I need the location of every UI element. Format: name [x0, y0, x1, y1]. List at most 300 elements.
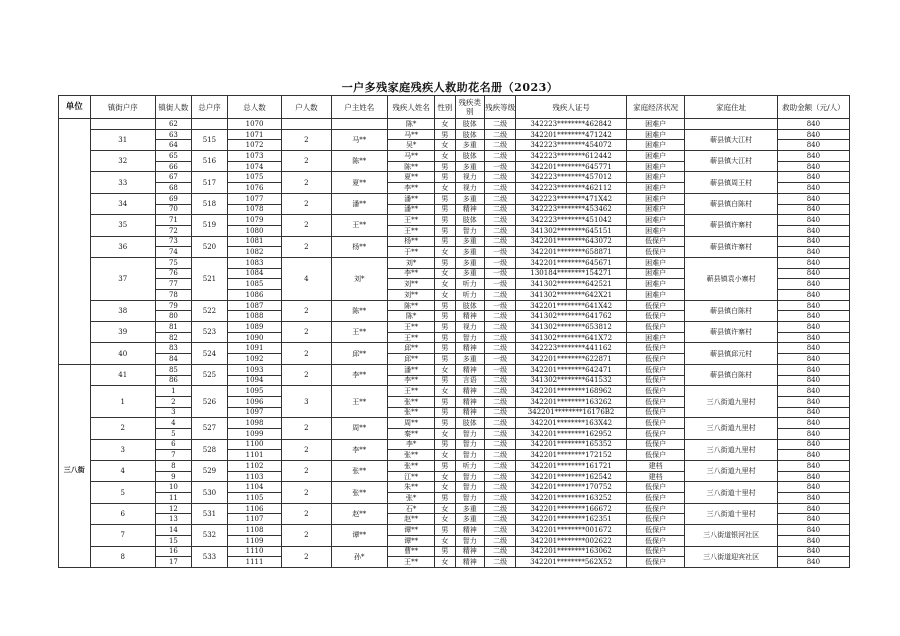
person-name-cell: 朱** — [387, 482, 434, 493]
cert-no-cell: 342201********162542 — [516, 471, 626, 482]
town-count-cell: 15 — [155, 535, 191, 546]
amount-cell: 840 — [777, 396, 849, 407]
total-count-cell: 1101 — [227, 450, 281, 461]
head-name-cell: 李** — [331, 439, 387, 460]
total-order-cell: 531 — [191, 503, 227, 524]
address-cell: 三八街道十里村 — [685, 482, 777, 503]
grade-cell: 二级 — [484, 535, 516, 546]
person-name-cell: 李** — [387, 183, 434, 194]
cert-no-cell: 342201********641X42 — [516, 300, 626, 311]
total-count-cell: 1086 — [227, 290, 281, 301]
total-order-cell: 526 — [191, 386, 227, 418]
grade-cell: 二级 — [484, 311, 516, 322]
unit-cell — [59, 364, 91, 567]
header-town-order: 镇街户序 — [90, 96, 155, 119]
town-count-cell: 71 — [155, 215, 191, 226]
grade-cell: 二级 — [484, 503, 516, 514]
household-size-cell: 2 — [282, 503, 332, 524]
economy-cell: 困难户 — [626, 151, 685, 162]
town-count-cell: 63 — [155, 129, 191, 140]
gender-cell: 男 — [435, 161, 455, 172]
economy-cell: 困难户 — [626, 129, 685, 140]
gender-cell: 男 — [435, 300, 455, 311]
town-count-cell: 72 — [155, 225, 191, 236]
grade-cell: 二级 — [484, 482, 516, 493]
grade-cell: 二级 — [484, 129, 516, 140]
economy-cell: 困难户 — [626, 193, 685, 204]
gender-cell: 男 — [435, 172, 455, 183]
town-order-cell: 1 — [90, 386, 155, 418]
grade-cell: 二级 — [484, 236, 516, 247]
grade-cell: 二级 — [484, 428, 516, 439]
grade-cell: 二级 — [484, 418, 516, 429]
person-name-cell: 潘** — [387, 193, 434, 204]
amount-cell: 840 — [777, 471, 849, 482]
category-cell: 听力 — [455, 290, 484, 301]
economy-cell: 困难户 — [626, 204, 685, 215]
address-cell: 三八街道九里村 — [685, 386, 777, 418]
address-cell: 三八街道九里村 — [685, 461, 777, 482]
category-cell: 视力 — [455, 172, 484, 183]
economy-cell: 困难户 — [626, 161, 685, 172]
table-row — [59, 322, 850, 333]
town-count-cell: 7 — [155, 450, 191, 461]
total-count-cell: 1099 — [227, 428, 281, 439]
header-amount: 救助金额（元/人） — [777, 96, 849, 119]
household-size-cell: 4 — [282, 257, 332, 300]
economy-cell: 低保户 — [626, 364, 685, 375]
amount-cell: 840 — [777, 204, 849, 215]
town-order-cell: 5 — [90, 482, 155, 503]
economy-cell: 困难户 — [626, 183, 685, 194]
town-count-cell: 3 — [155, 407, 191, 418]
grade-cell: 二级 — [484, 225, 516, 236]
table-row — [59, 343, 850, 354]
table-row — [59, 193, 850, 204]
gender-cell: 男 — [435, 322, 455, 333]
grade-cell: 二级 — [484, 204, 516, 215]
amount-cell: 840 — [777, 375, 849, 386]
gender-cell: 男 — [435, 375, 455, 386]
household-size-cell: 2 — [282, 322, 332, 343]
address-cell: 三八街道十里村 — [685, 503, 777, 524]
category-cell: 视力 — [455, 322, 484, 333]
amount-cell: 840 — [777, 525, 849, 536]
person-name-cell: 张** — [387, 450, 434, 461]
household-size-cell: 2 — [282, 482, 332, 503]
amount-cell: 840 — [777, 493, 849, 504]
category-cell: 智力 — [455, 493, 484, 504]
person-name-cell: 曹** — [387, 546, 434, 557]
household-size-cell: 2 — [282, 461, 332, 482]
category-cell: 肢体 — [455, 418, 484, 429]
economy-cell: 困难户 — [626, 290, 685, 301]
gender-cell: 男 — [435, 525, 455, 536]
head-name-cell: 马** — [331, 129, 387, 150]
person-name-cell: 陈* — [387, 119, 434, 130]
town-order-cell: 40 — [90, 343, 155, 364]
amount-cell: 840 — [777, 343, 849, 354]
grade-cell: 二级 — [484, 525, 516, 536]
header-address: 家庭住址 — [685, 96, 777, 119]
gender-cell: 女 — [435, 183, 455, 194]
gender-cell: 男 — [435, 311, 455, 322]
town-count-cell: 76 — [155, 268, 191, 279]
cert-no-cell: 341302********641532 — [516, 375, 626, 386]
category-cell: 多重 — [455, 257, 484, 268]
economy-cell: 低保户 — [626, 396, 685, 407]
economy-cell: 困难户 — [626, 172, 685, 183]
total-order-cell: 524 — [191, 343, 227, 364]
person-name-cell: 马** — [387, 151, 434, 162]
amount-cell: 840 — [777, 450, 849, 461]
town-order-cell: 35 — [90, 215, 155, 236]
town-order-cell: 7 — [90, 525, 155, 546]
gender-cell: 女 — [435, 364, 455, 375]
category-cell: 精神 — [455, 343, 484, 354]
grade-cell: 二级 — [484, 493, 516, 504]
total-order-cell: 517 — [191, 172, 227, 193]
amount-cell: 840 — [777, 215, 849, 226]
town-order-cell: 4 — [90, 461, 155, 482]
amount-cell: 840 — [777, 482, 849, 493]
economy-cell: 低保户 — [626, 482, 685, 493]
person-name-cell: 王** — [387, 225, 434, 236]
economy-cell: 困难户 — [626, 119, 685, 130]
economy-cell: 困难户 — [626, 268, 685, 279]
amount-cell: 840 — [777, 461, 849, 472]
category-cell: 智力 — [455, 428, 484, 439]
amount-cell: 840 — [777, 279, 849, 290]
total-count-cell: 1079 — [227, 215, 281, 226]
address-cell: 蕲县镇邱元村 — [685, 343, 777, 364]
total-count-cell: 1072 — [227, 140, 281, 151]
economy-cell: 低保户 — [626, 236, 685, 247]
grade-cell: 一级 — [484, 257, 516, 268]
roster-body — [59, 119, 850, 568]
person-name-cell: 夏** — [387, 172, 434, 183]
head-name-cell: 张** — [331, 461, 387, 482]
person-name-cell: 于** — [387, 247, 434, 258]
total-count-cell: 1089 — [227, 322, 281, 333]
total-count-cell: 1088 — [227, 311, 281, 322]
grade-cell: 二级 — [484, 439, 516, 450]
total-count-cell: 1084 — [227, 268, 281, 279]
amount-cell: 840 — [777, 247, 849, 258]
category-cell: 精神 — [455, 407, 484, 418]
total-count-cell: 1111 — [227, 557, 281, 568]
cert-no-cell: 342201********162952 — [516, 428, 626, 439]
town-order-cell: 41 — [90, 364, 155, 385]
grade-cell: 二级 — [484, 290, 516, 301]
category-cell: 智力 — [455, 482, 484, 493]
cert-no-cell: 342201********161721 — [516, 461, 626, 472]
economy-cell: 低保户 — [626, 354, 685, 365]
household-size-cell: 2 — [282, 546, 332, 567]
amount-cell: 840 — [777, 257, 849, 268]
address-cell: 三八街道九里村 — [685, 439, 777, 460]
table-row — [59, 461, 850, 472]
cert-no-cell: 342201********163X42 — [516, 418, 626, 429]
total-order-cell: 515 — [191, 129, 227, 150]
gender-cell: 男 — [435, 439, 455, 450]
cert-no-cell: 342201********163262 — [516, 396, 626, 407]
town-count-cell: 5 — [155, 428, 191, 439]
household-size-cell: 3 — [282, 386, 332, 418]
header-cert-no: 残疾人证号 — [516, 96, 626, 119]
gender-cell: 男 — [435, 193, 455, 204]
gender-cell: 男 — [435, 225, 455, 236]
grade-cell: 一级 — [484, 161, 516, 172]
head-name-cell: 王** — [331, 215, 387, 236]
person-name-cell: 王** — [387, 332, 434, 343]
grade-cell: 二级 — [484, 386, 516, 397]
cert-no-cell: 342201********166672 — [516, 503, 626, 514]
town-order-cell — [90, 119, 155, 130]
gender-cell: 男 — [435, 129, 455, 140]
address-cell: 蕲县镇许寨村 — [685, 236, 777, 257]
total-count-cell: 1098 — [227, 418, 281, 429]
economy-cell: 低保户 — [626, 407, 685, 418]
town-count-cell: 82 — [155, 332, 191, 343]
gender-cell: 女 — [435, 482, 455, 493]
cert-no-cell: 342201********001672 — [516, 525, 626, 536]
address-cell: 三八街道迎宾社区 — [685, 546, 777, 567]
category-cell: 肢体 — [455, 151, 484, 162]
amount-cell: 840 — [777, 557, 849, 568]
person-name-cell: 吴* — [387, 140, 434, 151]
town-order-cell: 39 — [90, 322, 155, 343]
town-order-cell: 36 — [90, 236, 155, 257]
town-count-cell: 62 — [155, 119, 191, 130]
address-cell: 蕲县镇袁小寨村 — [685, 257, 777, 300]
amount-cell: 840 — [777, 546, 849, 557]
cert-no-cell: 342201********162351 — [516, 514, 626, 525]
total-count-cell: 1094 — [227, 375, 281, 386]
head-name-cell: 王** — [331, 386, 387, 418]
amount-cell: 840 — [777, 129, 849, 140]
total-count-cell: 1105 — [227, 493, 281, 504]
person-name-cell: 刘** — [387, 290, 434, 301]
cert-no-cell: 342201********622871 — [516, 354, 626, 365]
total-count-cell: 1090 — [227, 332, 281, 343]
cert-no-cell: 341302********645151 — [516, 225, 626, 236]
amount-cell: 840 — [777, 193, 849, 204]
economy-cell: 低保户 — [626, 418, 685, 429]
economy-cell: 低保户 — [626, 493, 685, 504]
cert-no-cell: 342201********165352 — [516, 439, 626, 450]
address-cell: 三八街道银河社区 — [685, 525, 777, 546]
gender-cell: 女 — [435, 514, 455, 525]
economy-cell: 低保户 — [626, 439, 685, 450]
table-row — [59, 236, 850, 247]
person-name-cell: 王** — [387, 322, 434, 333]
amount-cell: 840 — [777, 407, 849, 418]
gender-cell: 男 — [435, 354, 455, 365]
total-count-cell: 1108 — [227, 525, 281, 536]
economy-cell: 低保户 — [626, 514, 685, 525]
total-order-cell: 523 — [191, 322, 227, 343]
grade-cell: 二级 — [484, 461, 516, 472]
amount-cell: 840 — [777, 503, 849, 514]
amount-cell: 840 — [777, 322, 849, 333]
town-count-cell: 78 — [155, 290, 191, 301]
person-name-cell: 张** — [387, 396, 434, 407]
address-cell: 三八街道九里村 — [685, 418, 777, 439]
total-count-cell: 1085 — [227, 279, 281, 290]
town-order-cell: 37 — [90, 257, 155, 300]
gender-cell: 男 — [435, 343, 455, 354]
cert-no-cell: 342201********642471 — [516, 364, 626, 375]
town-count-cell: 79 — [155, 300, 191, 311]
economy-cell: 困难户 — [626, 279, 685, 290]
cert-no-cell: 342201********16176B2 — [516, 407, 626, 418]
amount-cell: 840 — [777, 290, 849, 301]
economy-cell: 低保户 — [626, 300, 685, 311]
grade-cell: 二级 — [484, 546, 516, 557]
person-name-cell: 刘** — [387, 279, 434, 290]
head-name-cell — [331, 119, 387, 130]
person-name-cell: 陈* — [387, 311, 434, 322]
town-count-cell: 12 — [155, 503, 191, 514]
grade-cell: 二级 — [484, 332, 516, 343]
town-count-cell: 11 — [155, 493, 191, 504]
economy-cell: 低保户 — [626, 450, 685, 461]
amount-cell: 840 — [777, 119, 849, 130]
economy-cell: 低保户 — [626, 322, 685, 333]
category-cell: 智力 — [455, 535, 484, 546]
total-count-cell: 1110 — [227, 546, 281, 557]
total-count-cell: 1097 — [227, 407, 281, 418]
household-size-cell: 2 — [282, 215, 332, 236]
address-cell: 蕲县镇大江村 — [685, 129, 777, 150]
total-count-cell: 1096 — [227, 396, 281, 407]
amount-cell: 840 — [777, 514, 849, 525]
grade-cell: 二级 — [484, 119, 516, 130]
person-name-cell: 王** — [387, 386, 434, 397]
grade-cell: 二级 — [484, 557, 516, 568]
person-name-cell: 张** — [387, 461, 434, 472]
town-order-cell: 38 — [90, 300, 155, 321]
household-size-cell: 2 — [282, 236, 332, 257]
amount-cell: 840 — [777, 300, 849, 311]
total-order-cell: 532 — [191, 525, 227, 546]
town-count-cell: 77 — [155, 279, 191, 290]
economy-cell: 低保户 — [626, 428, 685, 439]
total-count-cell: 1104 — [227, 482, 281, 493]
total-order-cell: 525 — [191, 364, 227, 385]
head-name-cell: 杨** — [331, 236, 387, 257]
person-name-cell: 石* — [387, 503, 434, 514]
category-cell: 听力 — [455, 461, 484, 472]
cert-no-cell: 341302********653812 — [516, 322, 626, 333]
person-name-cell: 马** — [387, 129, 434, 140]
total-count-cell: 1081 — [227, 236, 281, 247]
town-count-cell: 10 — [155, 482, 191, 493]
category-cell: 多重 — [455, 247, 484, 258]
total-count-cell: 1071 — [227, 129, 281, 140]
town-count-cell: 14 — [155, 525, 191, 536]
total-count-cell: 1107 — [227, 514, 281, 525]
gender-cell: 男 — [435, 332, 455, 343]
unit-cell — [59, 119, 91, 365]
category-cell: 多重 — [455, 161, 484, 172]
head-name-cell: 邱** — [331, 343, 387, 364]
grade-cell: 一级 — [484, 268, 516, 279]
person-name-cell: 赵** — [387, 514, 434, 525]
gender-cell: 男 — [435, 418, 455, 429]
gender-cell: 男 — [435, 257, 455, 268]
economy-cell: 困难户 — [626, 225, 685, 236]
town-count-cell: 73 — [155, 236, 191, 247]
town-count-cell: 64 — [155, 140, 191, 151]
total-count-cell: 1074 — [227, 161, 281, 172]
person-name-cell: 杨** — [387, 236, 434, 247]
table-row — [59, 503, 850, 514]
head-name-cell: 周** — [331, 418, 387, 439]
town-count-cell: 65 — [155, 151, 191, 162]
grade-cell: 二级 — [484, 375, 516, 386]
cert-no-cell: 341302********642X21 — [516, 290, 626, 301]
cert-no-cell: 342223********441162 — [516, 343, 626, 354]
address-cell: 蕲县镇许寨村 — [685, 215, 777, 236]
cert-no-cell: 342201********658871 — [516, 247, 626, 258]
table-row — [59, 300, 850, 311]
economy-cell: 困难户 — [626, 140, 685, 151]
gender-cell: 女 — [435, 140, 455, 151]
town-count-cell: 67 — [155, 172, 191, 183]
header-row — [59, 96, 850, 119]
category-cell: 智力 — [455, 332, 484, 343]
gender-cell: 女 — [435, 290, 455, 301]
address-cell: 蕲县镇周王村 — [685, 172, 777, 193]
gender-cell: 男 — [435, 396, 455, 407]
town-order-cell: 33 — [90, 172, 155, 193]
grade-cell: 二级 — [484, 514, 516, 525]
town-count-cell: 16 — [155, 546, 191, 557]
category-cell: 多重 — [455, 236, 484, 247]
head-name-cell: 张** — [331, 482, 387, 503]
category-cell: 肢体 — [455, 129, 484, 140]
grade-cell: 一级 — [484, 247, 516, 258]
head-name-cell: 陈** — [331, 151, 387, 172]
cert-no-cell: 341302********641X72 — [516, 332, 626, 343]
person-name-cell: 李* — [387, 439, 434, 450]
person-name-cell: 邱** — [387, 354, 434, 365]
address-cell: 蕲县镇许寨村 — [685, 322, 777, 343]
head-name-cell: 陈** — [331, 300, 387, 321]
household-size-cell: 2 — [282, 418, 332, 439]
household-size-cell: 2 — [282, 439, 332, 460]
category-cell: 多重 — [455, 268, 484, 279]
address-cell: 蕲县镇白陈村 — [685, 364, 777, 385]
table-row — [59, 546, 850, 557]
gender-cell: 男 — [435, 461, 455, 472]
town-count-cell: 66 — [155, 161, 191, 172]
category-cell: 肢体 — [455, 300, 484, 311]
head-name-cell: 谭** — [331, 525, 387, 546]
amount-cell: 840 — [777, 161, 849, 172]
amount-cell: 840 — [777, 428, 849, 439]
total-count-cell: 1091 — [227, 343, 281, 354]
category-cell: 精神 — [455, 364, 484, 375]
amount-cell: 840 — [777, 535, 849, 546]
economy-cell: 低保户 — [626, 386, 685, 397]
economy-cell: 低保户 — [626, 247, 685, 258]
address-cell: 蕲县镇白陈村 — [685, 193, 777, 214]
cert-no-cell: 342201********170752 — [516, 482, 626, 493]
household-size-cell — [282, 119, 332, 130]
